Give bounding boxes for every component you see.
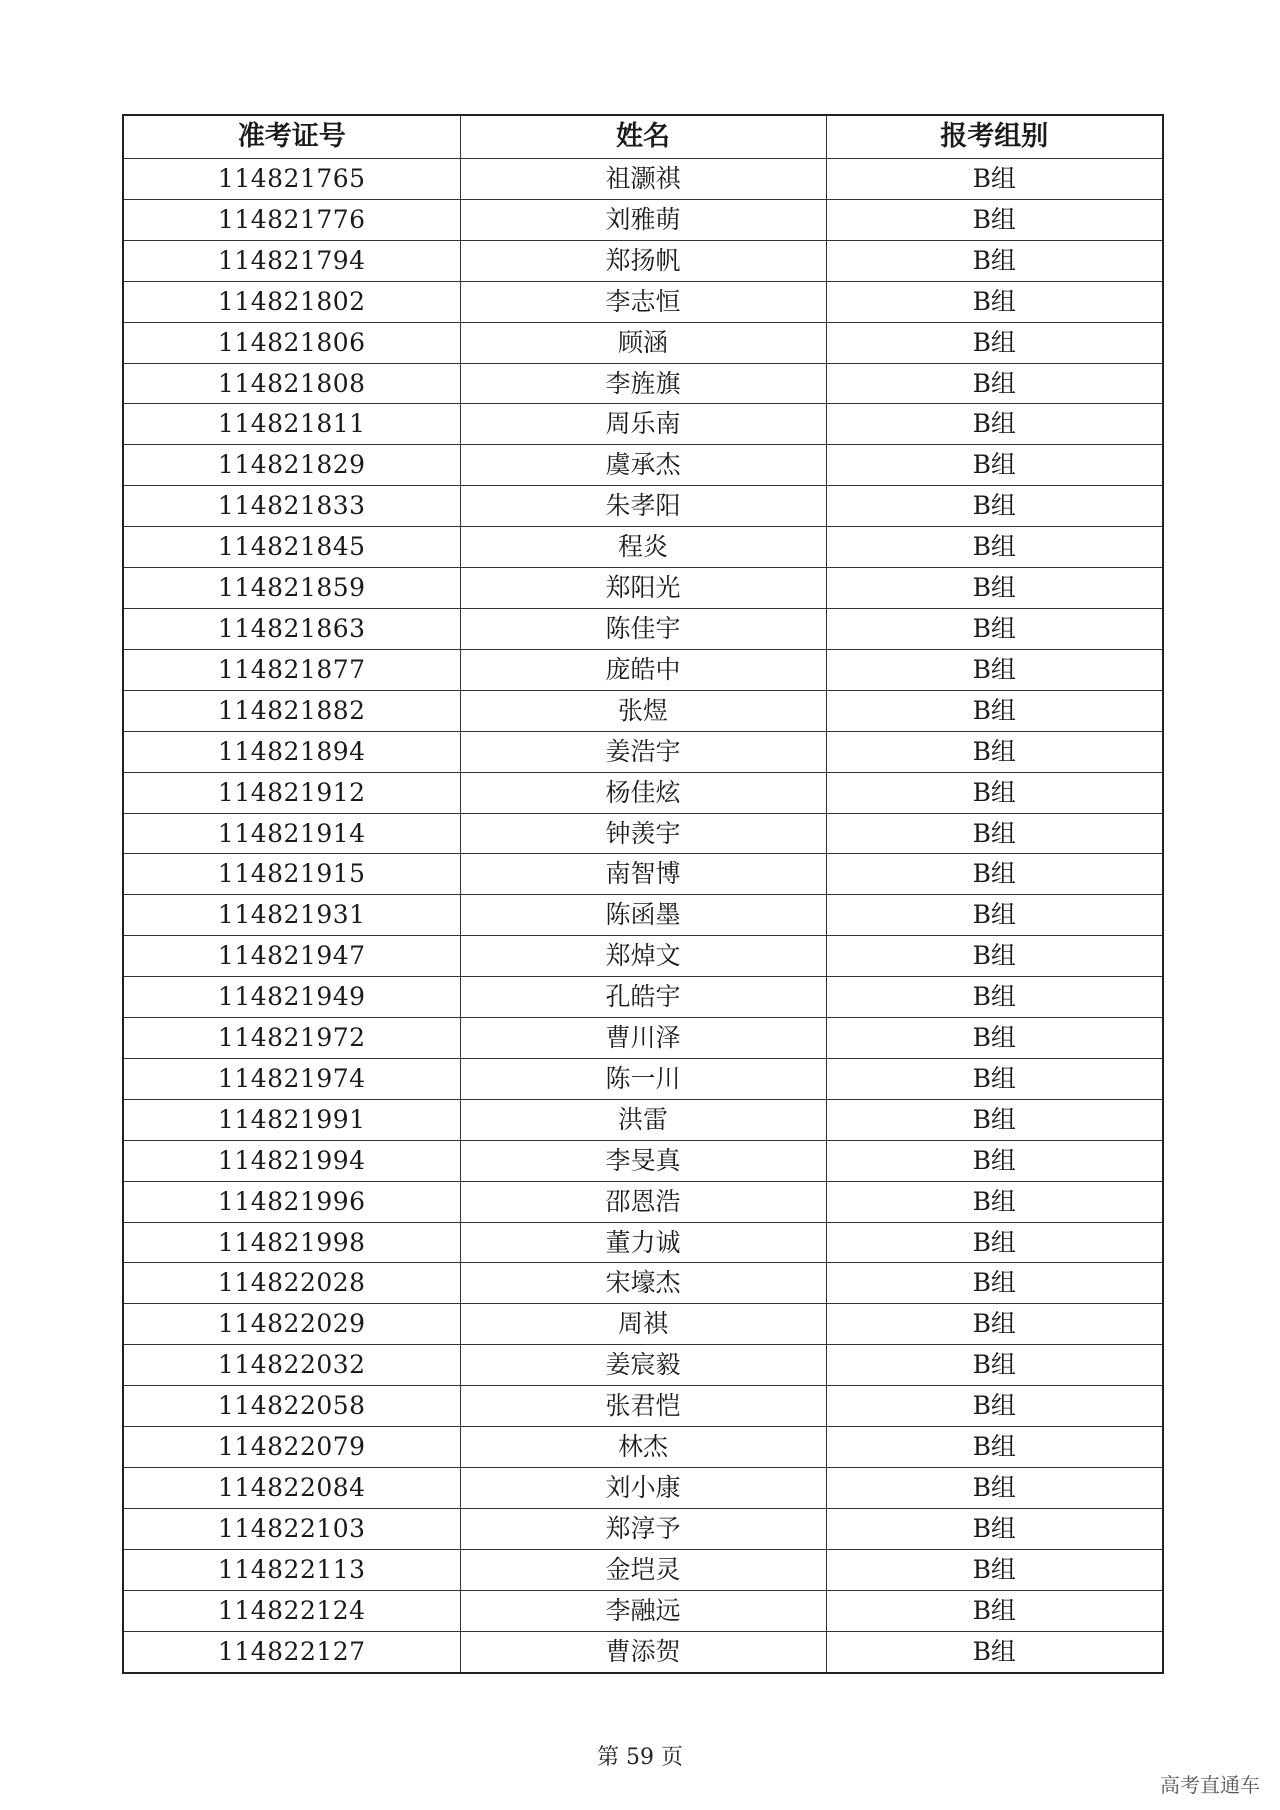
cell-group: B组 bbox=[826, 486, 1163, 527]
table-row bbox=[123, 977, 1163, 1018]
cell-group: B组 bbox=[826, 690, 1163, 731]
table-row bbox=[123, 1304, 1163, 1345]
cell-exam-id: 114821947 bbox=[123, 936, 460, 977]
table-row bbox=[123, 1018, 1163, 1059]
cell-exam-id: 114822113 bbox=[123, 1549, 460, 1590]
cell-group: B组 bbox=[826, 936, 1163, 977]
cell-group: B组 bbox=[826, 977, 1163, 1018]
cell-group: B组 bbox=[826, 1058, 1163, 1099]
cell-group: B组 bbox=[826, 240, 1163, 281]
table-row bbox=[123, 199, 1163, 240]
cell-name: 庞皓中 bbox=[460, 649, 826, 690]
cell-exam-id: 114822124 bbox=[123, 1590, 460, 1631]
cell-group: B组 bbox=[826, 404, 1163, 445]
cell-exam-id: 114821802 bbox=[123, 281, 460, 322]
cell-group: B组 bbox=[826, 199, 1163, 240]
table-row bbox=[123, 159, 1163, 200]
cell-exam-id: 114821829 bbox=[123, 445, 460, 486]
cell-name: 刘雅萌 bbox=[460, 199, 826, 240]
cell-name: 张煜 bbox=[460, 690, 826, 731]
header-exam-id: 准考证号 bbox=[123, 115, 460, 159]
cell-exam-id: 114821894 bbox=[123, 731, 460, 772]
table-row bbox=[123, 1386, 1163, 1427]
cell-name: 刘小康 bbox=[460, 1468, 826, 1509]
cell-group: B组 bbox=[826, 1386, 1163, 1427]
table-row bbox=[123, 404, 1163, 445]
cell-exam-id: 114822103 bbox=[123, 1508, 460, 1549]
table-row bbox=[123, 895, 1163, 936]
table-row bbox=[123, 1427, 1163, 1468]
table-row bbox=[123, 649, 1163, 690]
cell-name: 张君恺 bbox=[460, 1386, 826, 1427]
cell-group: B组 bbox=[826, 608, 1163, 649]
table-row bbox=[123, 854, 1163, 895]
cell-exam-id: 114822028 bbox=[123, 1263, 460, 1304]
cell-name: 金垲灵 bbox=[460, 1549, 826, 1590]
cell-group: B组 bbox=[826, 281, 1163, 322]
cell-group: B组 bbox=[826, 1304, 1163, 1345]
cell-name: 李融远 bbox=[460, 1590, 826, 1631]
table-row bbox=[123, 363, 1163, 404]
table-row bbox=[123, 1263, 1163, 1304]
table-row bbox=[123, 608, 1163, 649]
cell-group: B组 bbox=[826, 322, 1163, 363]
cell-exam-id: 114821765 bbox=[123, 159, 460, 200]
cell-exam-id: 114821806 bbox=[123, 322, 460, 363]
cell-group: B组 bbox=[826, 159, 1163, 200]
table-row bbox=[123, 240, 1163, 281]
cell-exam-id: 114821877 bbox=[123, 649, 460, 690]
cell-exam-id: 114822079 bbox=[123, 1427, 460, 1468]
cell-exam-id: 114821882 bbox=[123, 690, 460, 731]
cell-name: 郑阳光 bbox=[460, 568, 826, 609]
table-row bbox=[123, 1631, 1163, 1672]
cell-exam-id: 114821912 bbox=[123, 772, 460, 813]
cell-group: B组 bbox=[826, 854, 1163, 895]
cell-group: B组 bbox=[826, 1099, 1163, 1140]
cell-name: 姜浩宇 bbox=[460, 731, 826, 772]
table-row bbox=[123, 731, 1163, 772]
cell-name: 李志恒 bbox=[460, 281, 826, 322]
cell-group: B组 bbox=[826, 813, 1163, 854]
cell-name: 顾涵 bbox=[460, 322, 826, 363]
cell-name: 郑扬帆 bbox=[460, 240, 826, 281]
table-row bbox=[123, 486, 1163, 527]
cell-name: 姜宸毅 bbox=[460, 1345, 826, 1386]
cell-group: B组 bbox=[826, 895, 1163, 936]
cell-name: 林杰 bbox=[460, 1427, 826, 1468]
table-row bbox=[123, 322, 1163, 363]
table-row bbox=[123, 772, 1163, 813]
cell-exam-id: 114821972 bbox=[123, 1018, 460, 1059]
cell-name: 曹添贺 bbox=[460, 1631, 826, 1672]
table-row bbox=[123, 1099, 1163, 1140]
table-row bbox=[123, 936, 1163, 977]
table-row bbox=[123, 281, 1163, 322]
cell-exam-id: 114821859 bbox=[123, 568, 460, 609]
cell-exam-id: 114822058 bbox=[123, 1386, 460, 1427]
cell-group: B组 bbox=[826, 1140, 1163, 1181]
cell-exam-id: 114821994 bbox=[123, 1140, 460, 1181]
cell-exam-id: 114821991 bbox=[123, 1099, 460, 1140]
cell-name: 祖灏祺 bbox=[460, 159, 826, 200]
cell-exam-id: 114821998 bbox=[123, 1222, 460, 1263]
cell-name: 郑淳予 bbox=[460, 1508, 826, 1549]
cell-group: B组 bbox=[826, 1508, 1163, 1549]
cell-group: B组 bbox=[826, 1345, 1163, 1386]
cell-name: 钟羡宇 bbox=[460, 813, 826, 854]
table-row bbox=[123, 445, 1163, 486]
cell-name: 周祺 bbox=[460, 1304, 826, 1345]
cell-group: B组 bbox=[826, 1631, 1163, 1672]
cell-group: B组 bbox=[826, 1181, 1163, 1222]
cell-group: B组 bbox=[826, 1590, 1163, 1631]
page-number: 第 59 页 bbox=[597, 1745, 683, 1770]
cell-exam-id: 114821811 bbox=[123, 404, 460, 445]
cell-name: 周乐南 bbox=[460, 404, 826, 445]
cell-name: 陈函墨 bbox=[460, 895, 826, 936]
candidate-table-container bbox=[122, 114, 1162, 1674]
cell-exam-id: 114821914 bbox=[123, 813, 460, 854]
cell-group: B组 bbox=[826, 649, 1163, 690]
cell-group: B组 bbox=[826, 1263, 1163, 1304]
table-row bbox=[123, 1468, 1163, 1509]
cell-name: 邵恩浩 bbox=[460, 1181, 826, 1222]
candidate-table bbox=[122, 114, 1164, 1674]
table-body bbox=[123, 159, 1163, 1673]
cell-exam-id: 114822127 bbox=[123, 1631, 460, 1672]
cell-name: 程炎 bbox=[460, 527, 826, 568]
cell-group: B组 bbox=[826, 445, 1163, 486]
cell-name: 郑焯文 bbox=[460, 936, 826, 977]
cell-name: 孔皓宇 bbox=[460, 977, 826, 1018]
cell-name: 洪雷 bbox=[460, 1099, 826, 1140]
cell-name: 李旻真 bbox=[460, 1140, 826, 1181]
watermark-text: 高考直通车 bbox=[1160, 1773, 1260, 1797]
table-row bbox=[123, 1590, 1163, 1631]
cell-exam-id: 114821974 bbox=[123, 1058, 460, 1099]
cell-name: 杨佳炫 bbox=[460, 772, 826, 813]
cell-exam-id: 114821996 bbox=[123, 1181, 460, 1222]
cell-name: 陈佳宇 bbox=[460, 608, 826, 649]
table-row bbox=[123, 690, 1163, 731]
cell-name: 陈一川 bbox=[460, 1058, 826, 1099]
cell-exam-id: 114821794 bbox=[123, 240, 460, 281]
cell-exam-id: 114821776 bbox=[123, 199, 460, 240]
cell-name: 南智博 bbox=[460, 854, 826, 895]
header-group: 报考组别 bbox=[826, 115, 1163, 159]
cell-group: B组 bbox=[826, 363, 1163, 404]
cell-exam-id: 114821845 bbox=[123, 527, 460, 568]
cell-group: B组 bbox=[826, 1222, 1163, 1263]
table-row bbox=[123, 1140, 1163, 1181]
cell-group: B组 bbox=[826, 1018, 1163, 1059]
cell-name: 李旌旗 bbox=[460, 363, 826, 404]
cell-group: B组 bbox=[826, 568, 1163, 609]
cell-name: 董力诚 bbox=[460, 1222, 826, 1263]
table-row bbox=[123, 1345, 1163, 1386]
cell-name: 虞承杰 bbox=[460, 445, 826, 486]
table-row bbox=[123, 568, 1163, 609]
cell-exam-id: 114822084 bbox=[123, 1468, 460, 1509]
cell-exam-id: 114822032 bbox=[123, 1345, 460, 1386]
cell-exam-id: 114821931 bbox=[123, 895, 460, 936]
table-row bbox=[123, 1058, 1163, 1099]
table-row bbox=[123, 1222, 1163, 1263]
table-row bbox=[123, 1181, 1163, 1222]
cell-exam-id: 114821949 bbox=[123, 977, 460, 1018]
cell-group: B组 bbox=[826, 1427, 1163, 1468]
cell-exam-id: 114821863 bbox=[123, 608, 460, 649]
cell-name: 朱孝阳 bbox=[460, 486, 826, 527]
cell-exam-id: 114821915 bbox=[123, 854, 460, 895]
cell-group: B组 bbox=[826, 1468, 1163, 1509]
table-row bbox=[123, 1508, 1163, 1549]
table-row bbox=[123, 527, 1163, 568]
cell-name: 曹川泽 bbox=[460, 1018, 826, 1059]
cell-group: B组 bbox=[826, 527, 1163, 568]
cell-name: 宋壕杰 bbox=[460, 1263, 826, 1304]
header-name: 姓名 bbox=[460, 115, 826, 159]
table-row bbox=[123, 1549, 1163, 1590]
cell-exam-id: 114822029 bbox=[123, 1304, 460, 1345]
table-row bbox=[123, 813, 1163, 854]
cell-exam-id: 114821833 bbox=[123, 486, 460, 527]
table-header-row bbox=[123, 115, 1163, 159]
cell-group: B组 bbox=[826, 1549, 1163, 1590]
cell-exam-id: 114821808 bbox=[123, 363, 460, 404]
cell-group: B组 bbox=[826, 772, 1163, 813]
cell-group: B组 bbox=[826, 731, 1163, 772]
